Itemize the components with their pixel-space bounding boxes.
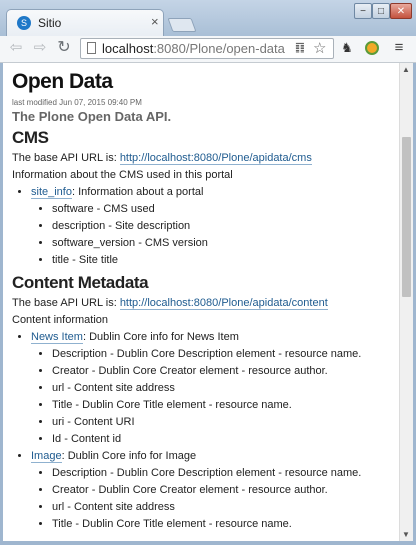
site-info-fields: [31, 201, 390, 269]
image-fields: [31, 465, 390, 533]
cms-list: [12, 184, 390, 269]
list-item: • url - Content site address: [52, 380, 390, 397]
content-list: [12, 329, 390, 533]
image-desc: : Dublin Core info for Image: [61, 450, 197, 462]
window-titlebar: [0, 0, 416, 36]
url-text[interactable]: [102, 41, 285, 56]
content-metadata-heading: Content Metadata: [12, 273, 149, 292]
list-item: • Creator - Dublin Core Creator element - resource author.: [52, 363, 390, 380]
content-base-url-line: [12, 295, 390, 312]
maximize-button[interactable]: □: [372, 3, 390, 19]
new-tab-button[interactable]: [167, 18, 196, 32]
extension-circle-icon[interactable]: [363, 39, 381, 57]
list-item: • Creator - Dublin Core Creator element - resource author.: [52, 482, 390, 499]
content-base-url-prefix: The base API URL is:: [12, 297, 120, 309]
minimize-button[interactable]: −: [354, 3, 372, 19]
list-item: • Title - Dublin Core Title element - resource name.: [52, 397, 390, 414]
site-info-link[interactable]: site_info: [31, 186, 72, 198]
translate-icon[interactable]: ䷖: [295, 42, 305, 54]
close-window-button[interactable]: ✕: [390, 3, 412, 19]
cms-base-url-prefix: The base API URL is:: [12, 152, 120, 164]
extension-icon[interactable]: ♞: [341, 40, 353, 55]
list-item: • url - Content site address: [52, 499, 390, 516]
menu-icon[interactable]: ≡: [394, 39, 404, 56]
reload-icon[interactable]: ↻: [57, 39, 71, 56]
tab-close-icon[interactable]: ×: [151, 14, 159, 29]
url-host: localhost: [102, 41, 154, 56]
list-item: [31, 184, 390, 269]
page-icon: [87, 42, 96, 54]
list-item: [31, 329, 390, 448]
browser-toolbar: [0, 36, 416, 63]
list-item: • uri - Content URI: [52, 414, 390, 431]
news-item-desc: : Dublin Core info for News Item: [82, 331, 239, 343]
address-bar[interactable]: [80, 38, 334, 59]
news-item-fields: [31, 346, 390, 448]
page-description: The Plone Open Data API.: [12, 109, 172, 124]
back-arrow-icon[interactable]: ⇦: [9, 39, 23, 56]
list-item: • title - Site title: [52, 252, 390, 269]
url-path: :8080/Plone/open-data: [153, 41, 285, 56]
cms-info: Information about the CMS used in this portal: [12, 169, 233, 181]
site-favicon-icon: S: [17, 16, 31, 30]
scrollbar-thumb[interactable]: [402, 137, 411, 297]
list-item: • Description - Dublin Core Description element - resource name.: [52, 346, 390, 363]
window-bottom-frame: [0, 541, 416, 545]
scroll-down-icon[interactable]: ▼: [402, 530, 410, 539]
list-item: • software - CMS used: [52, 201, 390, 218]
list-item: • software_version - CMS version: [52, 235, 390, 252]
last-modified: last modified Jun 07, 2015 09:40 PM: [12, 98, 142, 107]
news-item-link[interactable]: News Item: [31, 331, 83, 343]
content-info: Content information: [12, 314, 108, 326]
forward-arrow-icon[interactable]: ⇨: [33, 39, 47, 56]
content-base-url-link[interactable]: http://localhost:8080/Plone/apidata/content: [119, 297, 328, 309]
browser-tab[interactable]: [6, 9, 164, 36]
scroll-up-icon[interactable]: ▲: [402, 65, 410, 74]
site-info-desc: : Information about a portal: [71, 186, 204, 198]
list-item: [31, 448, 390, 533]
list-item: • description - Site description: [52, 218, 390, 235]
list-item: • Description - Dublin Core Description element - resource name.: [52, 465, 390, 482]
cms-base-url-line: [12, 150, 390, 167]
list-item: • Id - Content id: [52, 431, 390, 448]
page-content: [3, 63, 399, 539]
page-viewport: [3, 63, 399, 541]
page-title: Open Data: [12, 70, 113, 93]
tab-title: Sitio: [38, 16, 62, 30]
image-link[interactable]: Image: [31, 450, 62, 462]
cms-base-url-link[interactable]: http://localhost:8080/Plone/apidata/cms: [119, 152, 312, 164]
vertical-scrollbar[interactable]: [399, 63, 413, 541]
cms-heading: CMS: [12, 128, 49, 147]
list-item: • Title - Dublin Core Title element - resource name.: [52, 516, 390, 533]
bookmark-star-icon[interactable]: ☆: [313, 40, 327, 57]
